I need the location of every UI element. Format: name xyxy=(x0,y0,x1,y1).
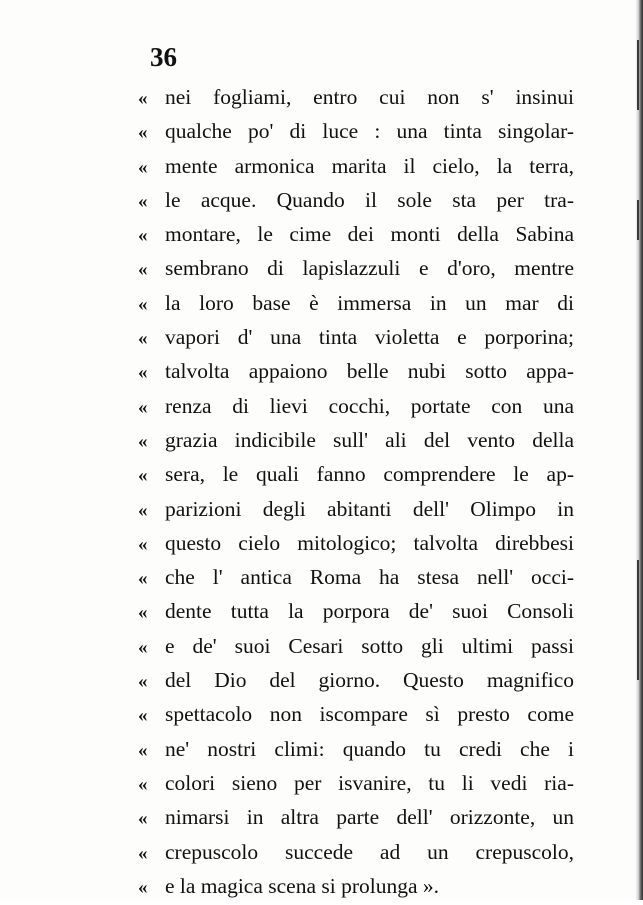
line-text: grazia indicibile sull' ali del vento della xyxy=(165,427,574,452)
quote-mark: « xyxy=(138,430,148,452)
text-block xyxy=(138,80,574,903)
line-text: mente armonica marita il cielo, la terra, xyxy=(165,153,574,178)
quote-mark: « xyxy=(138,568,148,590)
quote-mark: « xyxy=(138,808,148,830)
quote-mark: « xyxy=(138,705,148,727)
quote-mark: « xyxy=(138,88,148,109)
text-line xyxy=(138,835,574,869)
quote-mark: « xyxy=(138,636,148,658)
text-line xyxy=(138,492,574,526)
line-text: colori sieno per isvanire, tu li vedi ria- xyxy=(165,770,574,795)
line-text: parizioni degli abitanti dell' Olimpo in xyxy=(165,496,574,521)
line-text: spettacolo non iscompare sì presto come xyxy=(165,702,574,727)
quote-mark: « xyxy=(138,293,148,315)
text-line xyxy=(138,354,574,388)
line-text: la loro base è immersa in un mar di xyxy=(165,290,574,315)
line-text: e de' suoi Cesari sotto gli ultimi passi xyxy=(165,633,574,658)
text-line xyxy=(138,594,574,628)
page-edge-mark xyxy=(637,560,639,680)
quote-mark: « xyxy=(138,259,148,281)
text-line xyxy=(138,251,574,285)
quote-mark: « xyxy=(138,739,148,761)
quote-mark: « xyxy=(138,122,148,144)
quote-mark: « xyxy=(138,225,148,247)
quote-mark: « xyxy=(138,362,148,384)
line-text: sembrano di lapislazzuli e d'oro, mentre xyxy=(165,256,574,281)
quote-mark: « xyxy=(138,499,148,521)
line-text: le acque. Quando il sole sta per tra- xyxy=(165,187,574,212)
line-text: questo cielo mitologico; talvolta direbbesi xyxy=(165,530,574,555)
text-line xyxy=(138,766,574,800)
quote-mark: « xyxy=(138,533,148,555)
text-line xyxy=(138,149,574,183)
text-line xyxy=(138,423,574,457)
page-number: 36 xyxy=(150,42,177,72)
line-text: del Dio del giorno. Questo magnifico xyxy=(165,668,574,693)
line-text: che l' antica Roma ha stesa nell' occi- xyxy=(165,565,574,590)
text-line xyxy=(138,800,574,834)
quote-mark: « xyxy=(138,396,148,418)
line-text: montare, le cime dei monti della Sabina xyxy=(165,222,574,247)
text-line xyxy=(138,183,574,217)
line-text: sera, le quali fanno comprendere le ap- xyxy=(165,462,574,487)
line-text: qualche po' di luce : una tinta singolar- xyxy=(165,119,574,144)
quote-mark: « xyxy=(138,328,148,350)
text-line xyxy=(138,80,574,114)
text-line xyxy=(138,457,574,491)
line-text: talvolta appaiono belle nubi sotto appa- xyxy=(165,359,574,384)
line-text: nimarsi in altra parte dell' orizzonte, un xyxy=(165,805,574,830)
line-text: dente tutta la porpora de' suoi Consoli xyxy=(165,599,574,624)
quote-mark: « xyxy=(138,671,148,693)
text-line xyxy=(138,114,574,148)
line-text: e la magica scena si prolunga ». xyxy=(165,873,440,898)
text-line xyxy=(138,526,574,560)
page-edge-mark xyxy=(637,200,639,240)
quote-mark: « xyxy=(138,465,148,487)
line-text: nei fogliami, entro cui non s' insinui xyxy=(165,85,574,109)
text-line xyxy=(138,217,574,251)
quote-mark: « xyxy=(138,773,148,795)
line-text: ne' nostri climi: quando tu credi che i xyxy=(165,736,574,761)
text-line xyxy=(138,732,574,766)
quote-mark: « xyxy=(138,190,148,212)
text-line xyxy=(138,697,574,731)
page-edge-mark xyxy=(637,40,639,110)
text-line xyxy=(138,663,574,697)
page-edge-shadow xyxy=(635,0,643,900)
quote-mark: « xyxy=(138,842,148,864)
text-line xyxy=(138,869,574,903)
line-text: crepuscolo succede ad un crepuscolo, xyxy=(165,839,574,864)
quote-mark: « xyxy=(138,156,148,178)
line-text: renza di lievi cocchi, portate con una xyxy=(165,393,574,418)
text-line xyxy=(138,560,574,594)
text-line xyxy=(138,389,574,423)
quote-mark: « xyxy=(138,876,148,898)
text-line xyxy=(138,286,574,320)
text-line xyxy=(138,320,574,354)
line-text: vapori d' una tinta violetta e porporina; xyxy=(165,325,574,350)
quote-mark: « xyxy=(138,602,148,624)
text-line xyxy=(138,629,574,663)
